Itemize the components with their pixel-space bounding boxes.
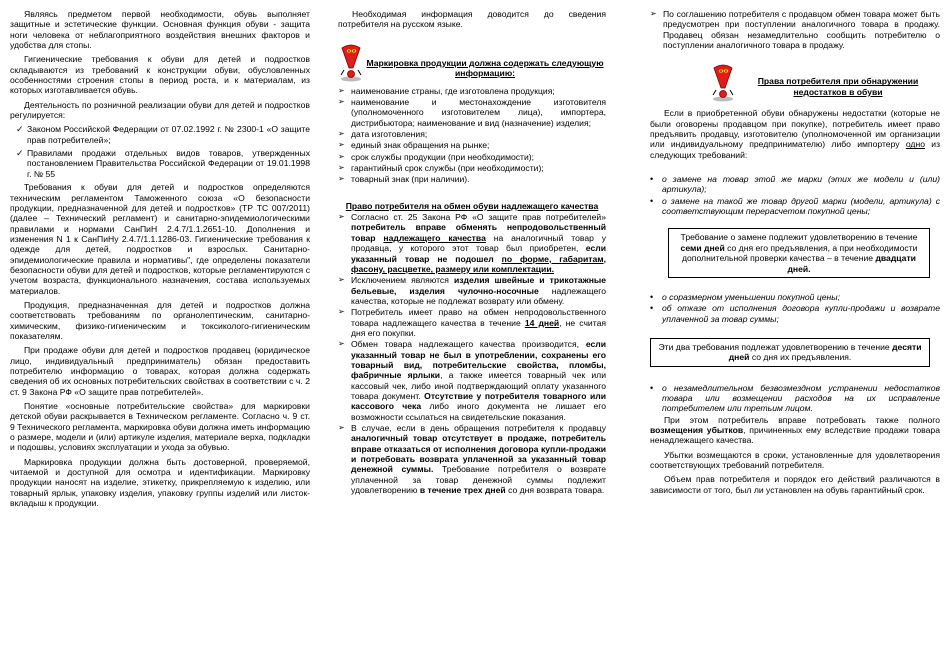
arrow-bullet-icon: ➢ (338, 339, 345, 349)
list-item: ➢ наименование и местонахождение изготовителя (уполномоченного изготовителем лица), импортера, дистрибьютора; наименование и вид (назначение) изделия; (338, 97, 606, 128)
exchange-heading: Право потребителя на обмен обуви надлежащего качества (345, 200, 599, 211)
arrow-bullet-icon: ➢ (338, 275, 345, 285)
list-item: ➢ Исключением являются изделия швейные и трикотажные бельевые, изделия чулочно-носочные надлежащего качества, которые не подлежат возврату или обмену. (338, 275, 606, 306)
arrow-bullet-icon: ➢ (338, 97, 345, 107)
marking-heading: Маркировка продукции должна содержать следующую информацию: (366, 57, 604, 79)
law-item-text: Правилами продажи отдельных видов товаров, утвержденных постановлением Правительства Российской Федерации от 19.01.1998 г. № 55 (27, 148, 310, 179)
law-item-text: Законом Российской Федерации от 07.02.1992 г. № 2300-1 «О защите прав потребителей»; (27, 124, 310, 145)
paragraph: Понятие «основные потребительские свойства» для маркировки детской обуви раскрывается в Техническом регламенте. Согласно ч. 9 ст. 9 Технического регламента, маркировка обуви должна иметь информацию о размере, модели и (или) артикуле изделия, материале верха, подкладки и подошвы, условиях эксплуатации и ухода за обувью. (10, 401, 310, 453)
arrow-bullet-icon: ➢ (650, 9, 657, 18)
checkmark-icon: ✓ (16, 124, 24, 135)
list-item: ➢ единый знак обращения на рынке; (338, 140, 490, 151)
replacement-term-box: Требование о замене подлежит удовлетворению в течение семи дней со дня его предъявления, а при необходимости дополнительной проверки качества – в течение двадцати дней. (668, 228, 930, 277)
arrow-bullet-icon: ➢ (338, 423, 345, 432)
paragraph: Убытки возмещаются в сроки, установленные для удовлетворения соответствующих требований потребителя. (650, 449, 940, 470)
arrow-bullet-icon: ➢ (338, 129, 345, 139)
paragraph: Гигиенические требования к обуви для детей и подростков складываются из требований к конструкции обуви, обусловленных особенностями строения стопы в период роста, и к материалам, из которых изготавливается обувь. (10, 54, 310, 96)
defects-heading: Права потребителя при обнаружении недостатков в обуви (757, 76, 919, 97)
law-item (16, 124, 310, 145)
list-item: ➢ гарантийный срок службы (при необходимости); (338, 163, 544, 174)
marking-heading-block (338, 42, 606, 82)
requirement-item: • о незамедлительном безвозмездном устранении недостатков товара или возмещении расходов на их исправление потребителем или третьим лицом. (650, 382, 940, 414)
paragraph: Требования к обуви для детей и подростков определяются техническим регламентом Таможенного союза «О безопасности продукции, предназначенной для детей и подростков» (ТР ТС 007/2011) (далее – Технический регламент) и санитарно-эпидемиологическими правилами и нормами СанПиН 2.4.7/1.1.2651-10. Дополнения и изменения N 1 к СанПиНу 2.4.7/1.1.1286-03. Гигиенические требования к одежде для детей, подростков и взрослых. Санитарно-эпидемиологические правила и нормативы", где определены показатели безопасности обуви для детей и подростков, которые регламентируются с учетом возраста, функционального назначения, состава используемых материалов. (10, 182, 310, 296)
paragraph: Объем прав потребителя и порядок его действий различаются в зависимости от того, был ли установлен на обувь гарантийный срок. (650, 474, 940, 495)
paragraph: При продаже обуви для детей и подростков продавец (юридическое лицо, индивидуальный предприниматель) обязан предоставить потребителю информацию о товарах, которая должна содержать сведения об их основных потребительских свойствах в соответствии с ч. 2 ст. 9 Закона РФ «О защите прав потребителей». (10, 345, 310, 397)
requirement-item: • об отказе от исполнения договора купли-продажи и возврате уплаченной за товар суммы; (650, 303, 940, 324)
list-item: ➢ наименование страны, где изготовлена продукция; (338, 85, 555, 96)
bullet-icon: • (650, 291, 654, 302)
list-item: ➢ дата изготовления; (338, 129, 428, 140)
column-left (10, 9, 310, 512)
paragraph: Являясь предметом первой необходимости, обувь выполняет защитные и эстетические функции. Основная функция обуви - защита ноги человека от неблагоприятного воздействия внешних факторов и удобства для стопы. (10, 9, 310, 51)
paragraph: При этом потребитель вправе потребовать также полного возмещения убытков, причиненных ему вследствие продажи товара ненадлежащего качества. (650, 414, 940, 446)
paragraph: Необходимая информация доводится до сведения потребителя на русском языке. (338, 9, 606, 30)
paragraph: Маркировка продукции должна быть достоверной, проверяемой, читаемой и доступной для осмотра и идентификации. Маркировку продукции наносят на изделие, этикетку, прикрепляемую к изделию, или товарный ярлык, упаковку изделия, упаковку группы изделий или листок-вкладыш к продукции. (10, 456, 310, 509)
exclamation-icon (338, 42, 364, 82)
arrow-bullet-icon: ➢ (338, 174, 345, 184)
bullet-icon: • (650, 303, 654, 314)
list-item: ➢ Согласно ст. 25 Закона РФ «О защите прав потребителей» потребитель вправе обменять непродовольственный товар надлежащего качества на аналогичный товар у продавца, у которого этот товар был приобретен, если указанный товар не подошел по форме, габаритам, фасону, расцветке, размеру или комплектации. (338, 212, 607, 274)
arrow-bullet-icon: ➢ (338, 307, 345, 317)
arrow-bullet-icon: ➢ (338, 163, 345, 173)
refund-term-box: Эти два требования подлежат удовлетворению в течение десяти дней со дня их предъявления. (650, 338, 930, 367)
list-item: ➢ Потребитель имеет право на обмен непродовольственного товара надлежащего качества в течение 14 дней, не считая дня его покупки. (338, 307, 607, 338)
law-item (16, 148, 310, 179)
bullet-icon: • (650, 382, 654, 393)
marking-list (338, 86, 606, 185)
checkmark-icon: ✓ (16, 148, 24, 159)
arrow-bullet-icon: ➢ (338, 140, 345, 150)
arrow-bullet-icon: ➢ (338, 85, 345, 95)
requirement-item: • о соразмерном уменьшении покупной цены; (650, 291, 840, 302)
list-item: ➢ По соглашению потребителя с продавцом обмен товара может быть предусмотрен при поступлении аналогичного товара в продажу. Продавец обязан незамедлительно сообщить потребителю о поступлении аналогичного товара в продажу. (650, 9, 940, 51)
paragraph: Продукция, предназначенная для детей и подростков должна соответствовать требованиям по органолептическим, санитарно-химическим, физико-гигиеническим и токсиколого-гигиеническим показателям. (10, 299, 310, 341)
list-item: ➢ срок службы продукции (при необходимости); (338, 151, 535, 162)
paragraph: Деятельность по розничной реализации обуви для детей и подростков регулируется: (10, 99, 310, 121)
requirement-item: • о замене на товар этой же марки (этих же модели и (или) артикула); (650, 174, 940, 195)
arrow-bullet-icon: ➢ (338, 212, 345, 222)
list-item: ➢ товарный знак (при наличии). (338, 174, 470, 185)
exchange-rules (338, 212, 606, 495)
bullet-icon: • (650, 174, 654, 185)
list-item: ➢ В случае, если в день обращения потребителя к продавцу аналогичный товар отсутствует в продаже, потребитель вправе отказаться от исполнения договора купли-продажи и потребовать возврата уплаченной за указанный товар денежной суммы. Требование потребителя о возврате уплаченной за товар денежной суммы подлежит удовлетворению в течение трех дней со дня возврата товара. (338, 423, 606, 496)
defects-heading-block (710, 62, 940, 102)
list-item: ➢ Обмен товара надлежащего качества производится, если указанный товар не был в употреблении, сохранены его товарный вид, потребительские свойства, пломбы, фабричные ярлыки, а также имеется товарный чек или кассовый чек, либо иной подтверждающий оплату указанного товара документ. Отсутствие у потребителя товарного или кассового чека либо иного документа не лишает его возможности ссылаться на свидетельские показания. (338, 339, 607, 422)
column-middle (338, 9, 606, 496)
bullet-icon: • (650, 195, 654, 206)
exclamation-icon (710, 62, 736, 102)
requirement-item: • о замене на такой же товар другой марки (модели, артикула) с соответствующим перерасчетом покупной цены; (650, 195, 940, 217)
paragraph: Если в приобретенной обуви обнаружены недостатки (которые не были оговорены продавцом при покупке), потребитель имеет право предъявить продавцу, изготовителю (уполномоченной им организации или индивидуальному предпринимателю) либо импортеру одно из следующих требований: (650, 108, 941, 160)
arrow-bullet-icon: ➢ (338, 151, 345, 161)
column-right (650, 9, 940, 499)
